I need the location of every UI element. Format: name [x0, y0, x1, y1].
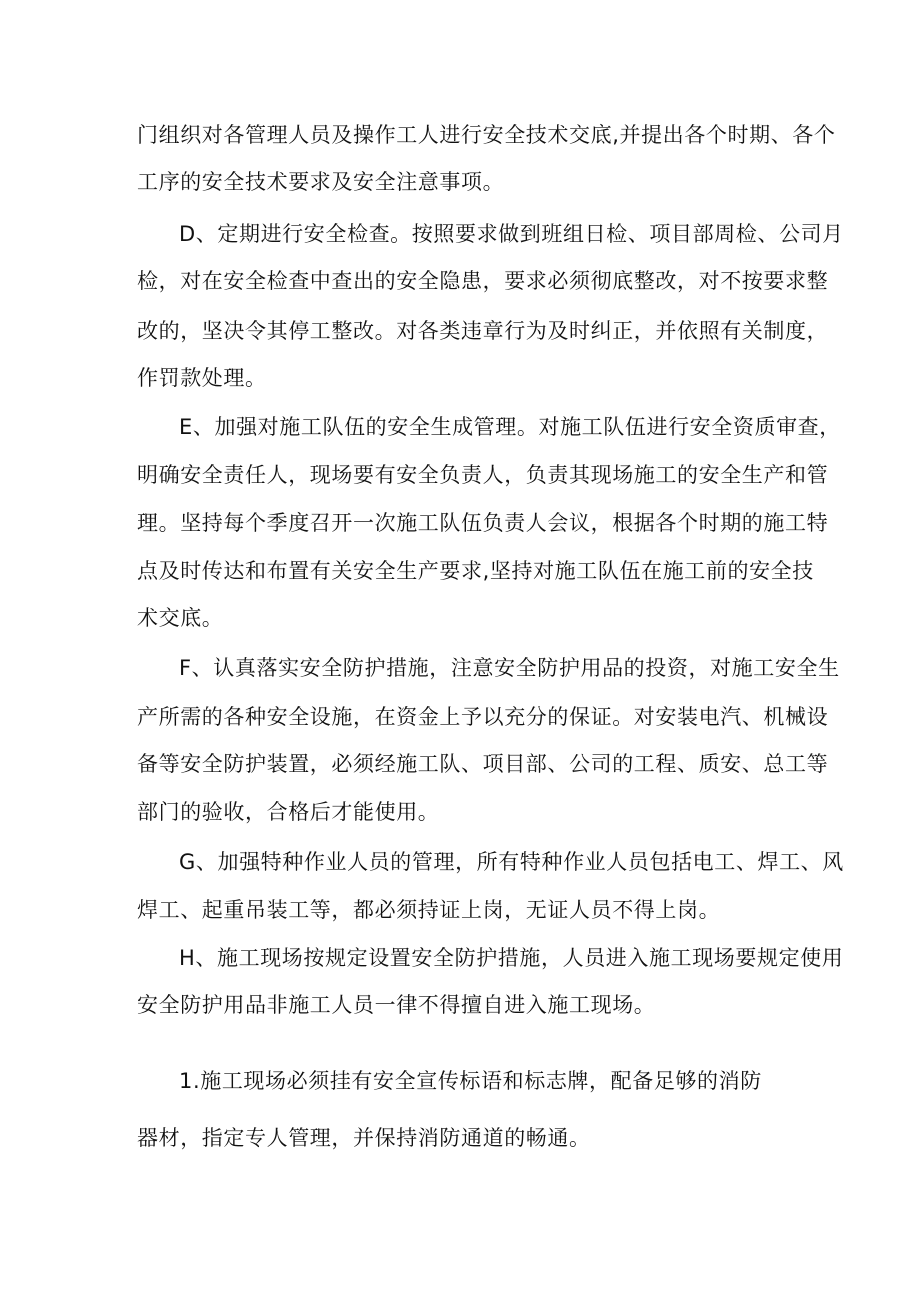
- paragraph-f-line-3: 备等安全防护装置，必须经施工队、项目部、公司的工程、质安、总工等: [137, 752, 829, 776]
- paragraph-g-line-2: 焊工、起重吊装工等，都必须持证上岗，无证人员不得上岗。: [137, 898, 721, 922]
- paragraph-d-line-4: 作罚款处理。: [137, 366, 267, 390]
- paragraph-e-line-4: 点及时传达和布置有关安全生产要求,坚持对施工队伍在施工前的安全技: [137, 559, 814, 583]
- paragraph-f-line-4: 部门的验收，合格后才能使用。: [137, 800, 440, 824]
- list-item-1-line-2: 器材，指定专人管理，并保持消防通道的畅通。: [137, 1126, 591, 1150]
- paragraph-h-line-1: H、施工现场按规定设置安全防护措施，人员进入施工现场要规定使用: [179, 946, 844, 970]
- paragraph-d-line-1: D、定期进行安全检查。按照要求做到班组日检、项目部周检、公司月: [179, 222, 844, 246]
- list-item-1-line-1: 1.施工现场必须挂有安全宣传标语和标志牌，配备足够的消防: [179, 1069, 762, 1093]
- paragraph-e-line-1: E、加强对施工队伍的安全生成管理。对施工队伍进行安全资质审查，: [179, 415, 841, 439]
- paragraph-e-line-5: 术交底。: [137, 606, 224, 630]
- paragraph-h-line-2: 安全防护用品非施工人员一律不得擅自进入施工现场。: [137, 993, 656, 1017]
- paragraph-c-tail-line-2: 工序的安全技术要求及安全注意事项。: [137, 170, 505, 194]
- paragraph-c-tail-line-1: 门组织对各管理人员及操作工人进行安全技术交底,并提出各个时期、各个: [137, 123, 836, 147]
- paragraph-d-line-3: 改的，坚决令其停工整改。对各类违章行为及时纠正，并依照有关制度，: [137, 319, 829, 343]
- paragraph-d-line-2: 检，对在安全检查中查出的安全隐患，要求必须彻底整改，对不按要求整: [137, 269, 829, 293]
- paragraph-e-line-2: 明确安全责任人，现场要有安全负责人，负责其现场施工的安全生产和管: [137, 463, 829, 487]
- paragraph-g-line-1: G、加强特种作业人员的管理，所有特种作业人员包括电工、焊工、风: [179, 850, 844, 874]
- paragraph-f-line-2: 产所需的各种安全设施，在资金上予以充分的保证。对安装电汽、机械设: [137, 705, 829, 729]
- paragraph-e-line-3: 理。坚持每个季度召开一次施工队伍负责人会议，根据各个时期的施工特: [137, 511, 829, 535]
- paragraph-f-line-1: F、认真落实安全防护措施，注意安全防护用品的投资，对施工安全生: [179, 656, 840, 680]
